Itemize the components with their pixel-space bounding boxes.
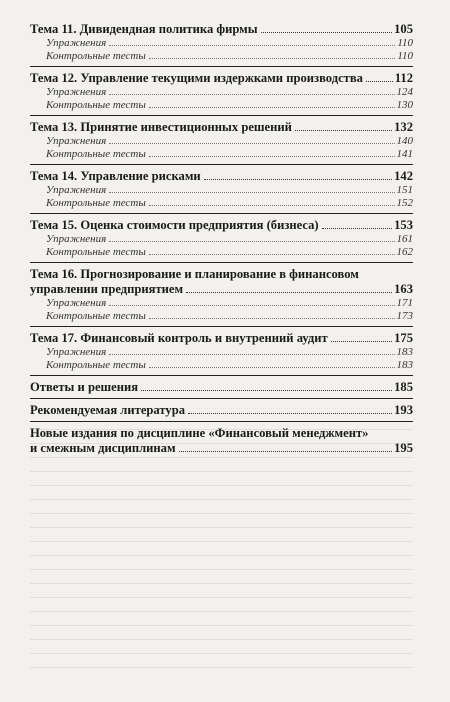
- toc-entry-new-editions-line1: [30, 426, 413, 441]
- toc-entry-label: управлении предприятием: [30, 282, 184, 296]
- divider: [30, 213, 413, 214]
- dot-leader: [149, 367, 395, 368]
- dot-leader: [188, 413, 392, 414]
- toc-subentry: [30, 184, 413, 197]
- toc-entry-label: Контрольные тесты: [46, 246, 146, 258]
- toc-entry-page: 183: [396, 346, 413, 358]
- divider: [30, 398, 413, 399]
- toc-subentry: [30, 135, 413, 148]
- toc-entry-label: Контрольные тесты: [46, 197, 146, 209]
- toc-entry-label: Упражнения: [46, 297, 107, 309]
- toc-subentry: [30, 297, 413, 310]
- toc-entry-label: Контрольные тесты: [46, 99, 146, 111]
- dot-leader: [149, 156, 395, 157]
- dot-leader: [109, 241, 394, 242]
- toc-entry-label: Упражнения: [46, 184, 107, 196]
- divider: [30, 421, 413, 422]
- divider: [30, 262, 413, 263]
- toc-entry-label: Контрольные тесты: [46, 359, 146, 371]
- divider: [30, 164, 413, 165]
- toc-entry-label: Контрольные тесты: [46, 50, 146, 62]
- toc-entry-page: 130: [396, 99, 413, 111]
- toc-entry-page: 175: [394, 331, 413, 345]
- toc-subentry: [30, 359, 413, 372]
- toc-entry-topic-16: [30, 282, 413, 297]
- toc-entry-page: 162: [396, 246, 413, 258]
- toc-entry-label: Упражнения: [46, 233, 107, 245]
- toc-entry-label: Тема 17. Финансовый контроль и внутренний аудит: [30, 331, 328, 345]
- toc-entry-label: Контрольные тесты: [46, 148, 146, 160]
- toc-entry-label: и смежным дисциплинам: [30, 441, 176, 455]
- show-through-texture: [30, 420, 413, 680]
- toc-entry-page: 112: [394, 71, 413, 85]
- dot-leader: [261, 32, 393, 33]
- dot-leader: [149, 205, 395, 206]
- toc-entry-page: 193: [394, 403, 413, 417]
- toc-entry-page: 153: [394, 218, 413, 232]
- toc-subentry: [30, 37, 413, 50]
- toc-entry-page: 185: [394, 380, 413, 394]
- dot-leader: [204, 179, 392, 180]
- toc-entry-label: Тема 12. Управление текущими издержками производства: [30, 71, 363, 85]
- toc-entry-label: Тема 16. Прогнозирование и планирование в финансовом: [30, 267, 359, 281]
- toc-entry-page: 171: [396, 297, 413, 309]
- toc-entry-label: Упражнения: [46, 86, 107, 98]
- toc-entry-page: 163: [394, 282, 413, 296]
- toc-entry-label: Тема 14. Управление рисками: [30, 169, 201, 183]
- dot-leader: [141, 390, 392, 391]
- toc-entry-page: 105: [394, 22, 413, 36]
- toc-entry-page: 195: [394, 441, 413, 455]
- toc-entry-page: 183: [396, 359, 413, 371]
- toc-entry-topic-11: [30, 22, 413, 37]
- toc-entry-new-editions: [30, 441, 413, 456]
- dot-leader: [186, 292, 392, 293]
- toc-subentry: [30, 346, 413, 359]
- toc-subentry: [30, 197, 413, 210]
- toc-entry-label: Упражнения: [46, 346, 107, 358]
- toc-entry-topic-15: [30, 218, 413, 233]
- toc-entry-page: 161: [396, 233, 413, 245]
- toc-subentry: [30, 99, 413, 112]
- dot-leader: [149, 107, 395, 108]
- divider: [30, 375, 413, 376]
- toc-entry-page: 124: [396, 86, 413, 98]
- toc-entry-topic-16-line1: [30, 267, 413, 282]
- toc-entry-topic-13: [30, 120, 413, 135]
- toc-entry-page: 110: [397, 50, 413, 62]
- dot-leader: [109, 45, 395, 46]
- dot-leader: [331, 341, 392, 342]
- toc-entry-label: Ответы и решения: [30, 380, 139, 394]
- toc-entry-label: Новые издания по дисциплине «Финансовый менеджмент»: [30, 426, 369, 440]
- toc-entry-page: 152: [396, 197, 413, 209]
- toc-entry-answers: [30, 380, 413, 395]
- toc-entry-label: Тема 11. Дивидендная политика фирмы: [30, 22, 258, 36]
- toc-entry-topic-14: [30, 169, 413, 184]
- dot-leader: [295, 130, 392, 131]
- toc-entry-page: 151: [396, 184, 413, 196]
- divider: [30, 66, 413, 67]
- toc-subentry: [30, 148, 413, 161]
- toc-subentry: [30, 233, 413, 246]
- toc-entry-page: 142: [394, 169, 413, 183]
- toc-entry-page: 140: [396, 135, 413, 147]
- dot-leader: [366, 81, 393, 82]
- dot-leader: [109, 305, 394, 306]
- dot-leader: [109, 354, 394, 355]
- dot-leader: [149, 58, 396, 59]
- divider: [30, 115, 413, 116]
- toc-entry-label: Тема 13. Принятие инвестиционных решений: [30, 120, 292, 134]
- table-of-contents: [30, 22, 413, 456]
- divider: [30, 326, 413, 327]
- dot-leader: [322, 228, 392, 229]
- dot-leader: [149, 254, 395, 255]
- toc-entry-literature: [30, 403, 413, 418]
- toc-subentry: [30, 246, 413, 259]
- toc-entry-page: 173: [396, 310, 413, 322]
- dot-leader: [149, 318, 395, 319]
- dot-leader: [109, 94, 394, 95]
- toc-subentry: [30, 50, 413, 63]
- dot-leader: [179, 451, 393, 452]
- dot-leader: [109, 192, 394, 193]
- toc-entry-page: 141: [396, 148, 413, 160]
- toc-entry-label: Упражнения: [46, 135, 107, 147]
- toc-entry-label: Рекомендуемая литература: [30, 403, 185, 417]
- toc-entry-topic-17: [30, 331, 413, 346]
- toc-entry-page: 132: [394, 120, 413, 134]
- dot-leader: [109, 143, 394, 144]
- toc-subentry: [30, 310, 413, 323]
- toc-entry-label: Контрольные тесты: [46, 310, 146, 322]
- toc-entry-page: 110: [397, 37, 413, 49]
- toc-entry-label: Тема 15. Оценка стоимости предприятия (бизнеса): [30, 218, 319, 232]
- toc-entry-topic-12: [30, 71, 413, 86]
- toc-entry-label: Упражнения: [46, 37, 107, 49]
- toc-subentry: [30, 86, 413, 99]
